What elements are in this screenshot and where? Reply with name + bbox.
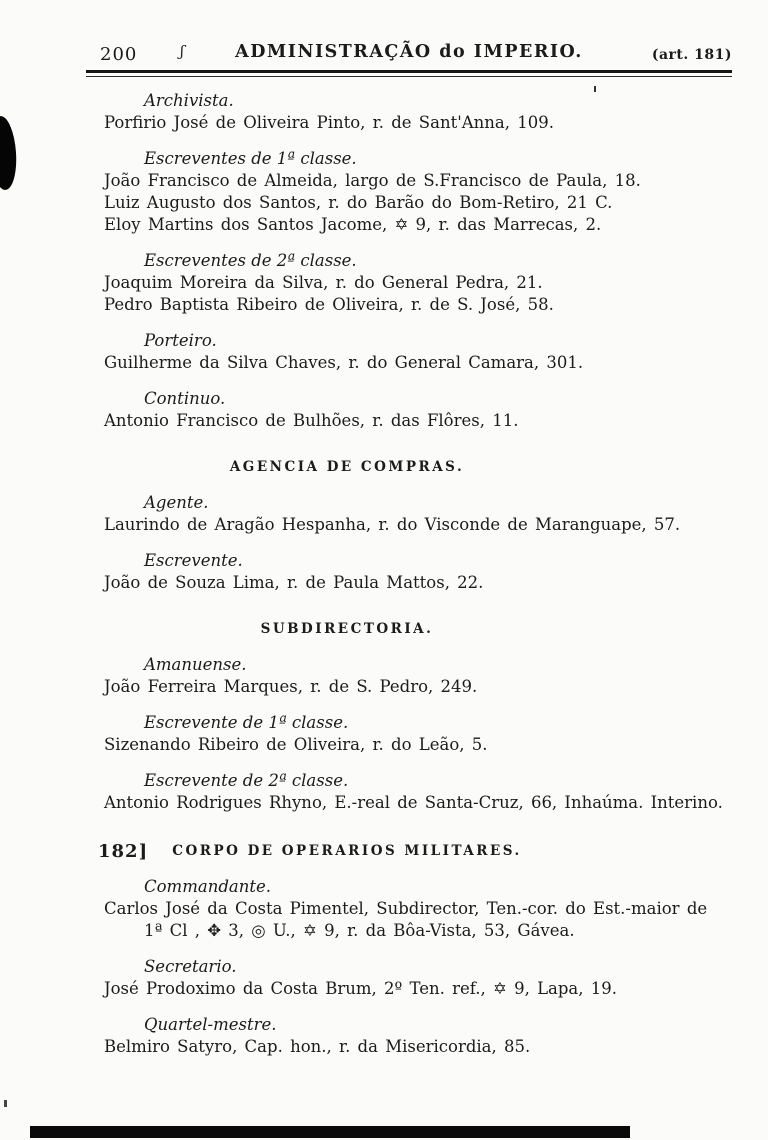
directory-line: Eloy Martins dos Santos Jacome, ✡ 9, r. das Marrecas, 2. (104, 215, 602, 234)
directory-line: Luiz Augusto dos Santos, r. do Barão do Bom-Retiro, 21 C. (104, 193, 613, 212)
directory-line-continuation: 1ª Cl , ✥ 3, ◎ U., ✡ 9, r. da Bôa-Vista, 53, Gávea. (144, 921, 575, 940)
article-number: 182] (98, 841, 149, 862)
section-heading-corpo: CORPO DE OPERARIOS MILITARES. (172, 843, 522, 859)
role-heading: Escrevente de 1ª classe. (144, 713, 349, 732)
role-heading: Quartel-mestre. (144, 1015, 277, 1034)
entry-porteiro (104, 330, 718, 374)
role-heading: Amanuense. (144, 655, 247, 674)
page-content (98, 82, 723, 1058)
role-heading: Porteiro. (144, 331, 217, 350)
page-header (86, 42, 732, 68)
role-heading: Escreventes de 2ª classe. (144, 251, 357, 270)
role-heading: Escrevente. (144, 551, 243, 570)
header-rule (86, 70, 732, 77)
scan-artifact-bar (30, 1126, 630, 1138)
section-heading-subdirectoria: SUBDIRECTORIA. (260, 621, 434, 637)
directory-line: Porfirio José de Oliveira Pinto, r. de Sant'Anna, 109. (104, 113, 554, 132)
role-heading: Commandante. (144, 877, 271, 896)
page-number: 200 (100, 44, 138, 65)
directory-line: Antonio Rodrigues Rhyno, E.-real de Santa-Cruz, 66, Inhaúma. Interino. (104, 793, 723, 812)
entry-escreventes-2a (104, 250, 718, 316)
directory-line: José Prodoximo da Costa Brum, 2º Ten. ref., ✡ 9, Lapa, 19. (104, 979, 618, 998)
role-heading: Agente. (144, 493, 209, 512)
ink-mark: ʃ (180, 42, 185, 60)
entry-amanuense (104, 654, 718, 698)
role-heading: Escreventes de 1ª classe. (144, 149, 357, 168)
running-title: ADMINISTRAÇÃO do IMPERIO. (235, 42, 583, 62)
section-heading-agencia: AGENCIA DE COMPRAS. (229, 459, 465, 475)
entry-archivista (104, 90, 718, 134)
scan-speck (4, 1100, 7, 1107)
directory-line: Guilherme da Silva Chaves, r. do General Camara, 301. (104, 353, 584, 372)
directory-line: Carlos José da Costa Pimentel, Subdirector, Ten.-cor. do Est.-maior de (104, 899, 708, 918)
role-heading: Escrevente de 2ª classe. (144, 771, 349, 790)
directory-line: Sizenando Ribeiro de Oliveira, r. do Leão, 5. (104, 735, 488, 754)
entry-quartel-mestre (104, 1014, 718, 1058)
binding-ink-blob (0, 115, 19, 191)
directory-line: Pedro Baptista Ribeiro de Oliveira, r. de S. José, 58. (104, 295, 554, 314)
directory-line: João de Souza Lima, r. de Paula Mattos, 22. (104, 573, 484, 592)
entry-continuo (104, 388, 718, 432)
directory-line: Antonio Francisco de Bulhões, r. das Flôres, 11. (104, 411, 519, 430)
directory-line: João Francisco de Almeida, largo de S.Francisco de Paula, 18. (104, 171, 641, 190)
role-heading: Secretario. (144, 957, 237, 976)
directory-line: Joaquim Moreira da Silva, r. do General Pedra, 21. (104, 273, 543, 292)
entry-escrevente-1a-sub (104, 712, 718, 756)
article-reference: (art. 181) (651, 47, 732, 63)
article-section-corpo (98, 840, 718, 862)
role-heading: Continuo. (144, 389, 226, 408)
directory-line: Belmiro Satyro, Cap. hon., r. da Misericordia, 85. (104, 1037, 531, 1056)
entry-escrevente-agencia (104, 550, 718, 594)
entry-escrevente-2a-sub (104, 770, 723, 814)
entry-agente (104, 492, 718, 536)
directory-line: João Ferreira Marques, r. de S. Pedro, 249. (104, 677, 478, 696)
role-heading: Archivista. (144, 91, 234, 110)
entry-commandante (104, 876, 718, 942)
entry-secretario (104, 956, 718, 1000)
entry-escreventes-1a (104, 148, 718, 236)
directory-line: Laurindo de Aragão Hespanha, r. do Visconde de Maranguape, 57. (104, 515, 681, 534)
